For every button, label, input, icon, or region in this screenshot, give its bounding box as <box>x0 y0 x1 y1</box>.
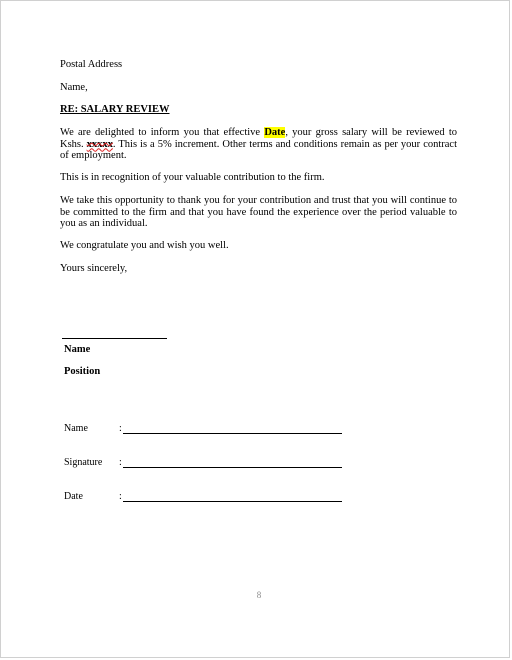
paragraph-recognition: This is in recognition of your valuable contribution to the firm. <box>60 172 325 183</box>
subject-heading: RE: SALARY REVIEW <box>60 104 170 115</box>
ack-signature-label: Signature <box>64 457 103 468</box>
page-number: 8 <box>256 590 262 600</box>
paragraph-salary-review <box>60 127 457 162</box>
ack-date-line <box>123 501 342 502</box>
signatory-name: Name <box>64 344 91 355</box>
para1-text-b: , your gross salary will be reviewed to Kshs. <box>60 127 457 150</box>
ack-date-label: Date <box>64 491 83 502</box>
amount-placeholder: xxxxx <box>86 138 113 150</box>
ack-name-colon: : <box>119 423 122 434</box>
ack-signature-colon: : <box>119 457 122 468</box>
signatory-position: Position <box>64 366 101 377</box>
para1-text-a: We are delighted to inform you that effective <box>60 127 265 138</box>
postal-address: Postal Address <box>60 59 123 70</box>
recipient-name: Name, <box>60 82 88 93</box>
ack-name-line <box>123 433 342 434</box>
paragraph-thanks: We take this opportunity to thank you for your contribution and trust that you will continue to be committed to the firm and that you have found the experience over the period valuable to you as an individual. <box>60 195 457 229</box>
ack-signature-line <box>123 467 342 468</box>
closing-salutation: Yours sincerely, <box>60 263 128 274</box>
paragraph-congratulate: We congratulate you and wish you well. <box>60 240 229 251</box>
ack-name-label: Name <box>64 423 88 434</box>
signature-line <box>62 338 167 339</box>
para1-text-c: . This is a 5% increment. Other terms and conditions remain as per your contract of employment. <box>60 138 457 161</box>
ack-date-colon: : <box>119 491 122 502</box>
date-highlight: Date <box>264 127 286 138</box>
